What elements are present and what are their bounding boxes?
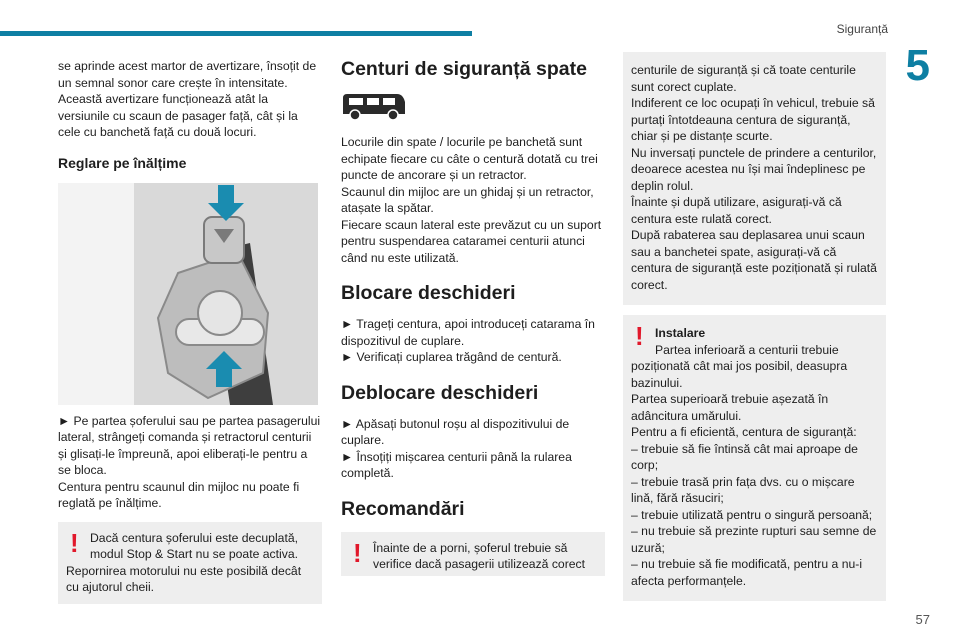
installation-title: Instalare [655,326,706,340]
warning-note-installation [623,315,886,601]
recommendation-continued-text: centurile de siguranță și că toate centurile sunt corect cuplate. Indiferent ce loc ocupați în vehicul, trebuie să purtați întotdeauna centura de siguranță, chiar și pe distanțe scurte. Nu inversați punctele de prindere a centurilor, deoarece acestea nu își mai îndeplinesc pe deplin rolul. Înainte și după utilizare, asigurați-vă că centura este rulată corect. După rabaterea sau deplasarea unui scaun sau a banchetei spate, asigurați-vă că centura de siguranță este poziționată și rulată corect. [631,63,877,292]
warning-icon: ! [353,537,362,568]
lock-bullet-1: ► Trageți centura, apoi introduceți catarama în dispozitivul de cuplare. [341,317,595,348]
heading-height-adjust: Reglare pe înălțime [58,154,187,171]
heading-unlock: Deblocare deschideri [341,381,539,404]
middle-seat-note: Centura pentru scaunul din mijloc nu poate fi reglată pe înălțime. [58,479,300,510]
heading-rear-belts: Centuri de siguranță spate [341,58,587,80]
warning-note-recommendation [341,532,605,576]
lock-bullet-2: ► Verificați cuplarea trăgând de centură. [341,350,562,364]
warning-note-stop-start [58,522,322,604]
installation-text: poziționată cât mai jos posibil, deasupra bazinului. Partea superioară trebuie așezată în adâncitura umărului. Pentru a fi eficientă, centura de siguranță: – trebuie să fie întinsă cât mai aproape de corp; – trebuie trasă prin fața dvs. cu o mișcare lină, fără răsuciri; – trebuie utilizată pentru o singură persoană; – nu trebuie să prezinte rupturi sau semne de uzură; – nu trebuie să fie modificată, pentru a nu-i afecta performanțele. [631,359,877,588]
intro-paragraph: se aprinde acest martor de avertizare, însoțit de un semnal sonor care crește în intensitate. Această avertizare funcționează atât la versiunile cu scaun de pasager față, cât și la cele cu banchetă față cu două locuri. [58,59,317,139]
page-number: 57 [915,612,930,627]
note-text-rest: Repornirea motorului nu este posibilă decât cu ajutorul cheii. [66,563,302,594]
recommendation-text: Înainte de a porni, șoferul trebuie să verifice dacă pasagerii utilizează corect [373,540,586,571]
header-accent-bar [0,31,472,36]
installation-first-line: Partea inferioară a centurii trebuie [655,342,839,357]
column-right [623,52,886,601]
warning-icon: ! [635,321,644,351]
van-icon [341,92,407,122]
warning-icon: ! [70,527,79,558]
seatbelt-height-adjuster-illustration [58,183,318,405]
recommendation-continued [623,52,886,305]
chapter-number: 5 [905,41,930,90]
heading-lock: Blocare deschideri [341,282,516,304]
unlock-bullet-1: ► Apăsați butonul roșu al dispozitivului de cuplare. [341,416,570,447]
column-middle [341,58,605,576]
unlock-bullet-2: ► Însoțiți mișcarea centurii până la rularea completă. [341,449,572,480]
note-text-first: Dacă centura șoferului este decuplată, modul Stop & Start nu se poate activa. [90,530,298,561]
rear-belts-text: Locurile din spate / locurile pe banchetă sunt echipate fiecare cu câte o centură dotată cu trei puncte de ancorare și un retractor. Scaunul din mijloc are un ghidaj și un retractor, atașate la spătar. Fiecare scaun lateral este prevăzut cu un suport pentru suspendarea cataramei centurii atunci când nu este utilizată. [341,135,602,265]
instruction-bullet: ► Pe partea șoferului sau pe partea pasagerului lateral, strângeți comanda și retractorul centurii și glisați-le împreună, apoi eliberați-le pentru a se bloca. [58,413,321,477]
column-left [58,58,322,604]
heading-recommendations: Recomandări [341,497,465,520]
section-title: Siguranță [836,22,888,36]
